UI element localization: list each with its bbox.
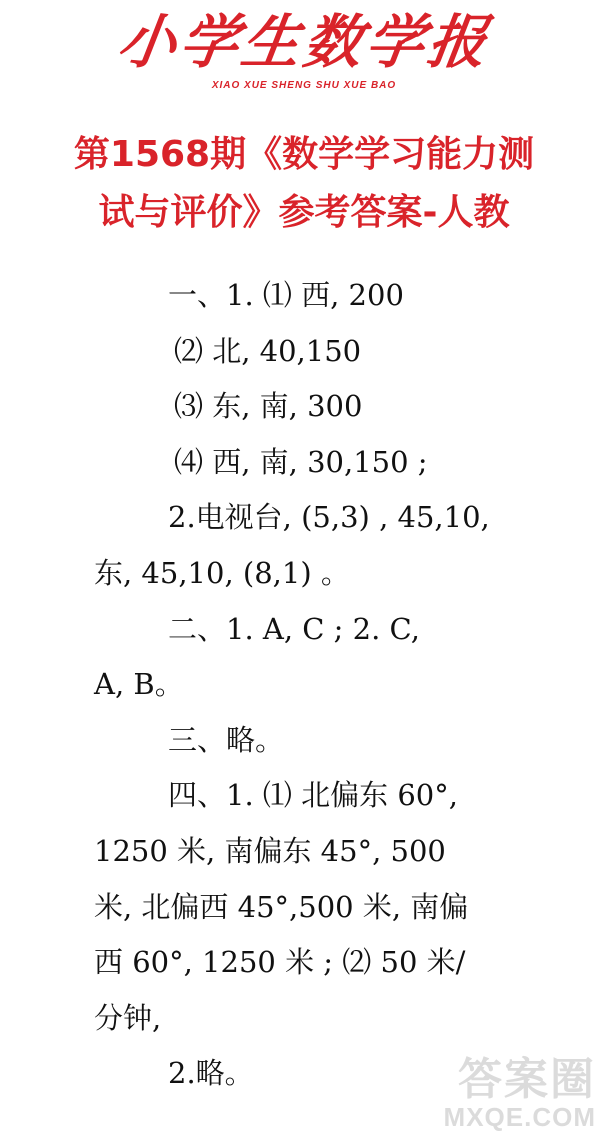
answer-line: 米, 北偏西 45°,500 米, 南偏 [94,889,469,924]
site-watermark [400,1043,600,1133]
answer-line: A, B。 [94,667,184,702]
answer-body [94,268,554,1102]
answer-line: 2.电视台, (5,3) , 45,10, [168,500,490,535]
page-title [0,126,608,242]
masthead-pinyin: XIAO XUE SHENG SHU XUE BAO [211,80,397,91]
masthead-title: 小学生数学报 [113,8,495,76]
answer-line: 二、1. A, C ; 2. C, [168,611,420,646]
answer-line: 东, 45,10, (8,1) 。 [94,555,350,590]
answer-line: ⑵ 北, 40,150 [174,333,362,368]
answer-line: 1250 米, 南偏东 45°, 500 [94,833,446,868]
watermark-logo: 答案圈 [458,1054,596,1105]
newspaper-masthead [0,6,608,78]
answer-line: 三、略。 [168,722,285,757]
answer-line: 西 60°, 1250 米 ; ⑵ 50 米/ [94,945,466,980]
answer-line: 分钟, [94,1000,162,1035]
answer-line: 四、1. ⑴ 北偏东 60°, [168,778,458,813]
watermark-url: MXQE.COM [443,1102,596,1132]
answer-line: ⑶ 东, 南, 300 [174,389,363,424]
answer-line: 2.略。 [168,1056,254,1091]
answer-line: 一、1. ⑴ 西, 200 [168,278,404,312]
page-title-line-2: 试与评价》参考答案-人教 [98,192,510,233]
page-title-line-1: 第1568期《数学学习能力测 [73,134,535,175]
answer-line: ⑷ 西, 南, 30,150 ; [174,444,428,479]
